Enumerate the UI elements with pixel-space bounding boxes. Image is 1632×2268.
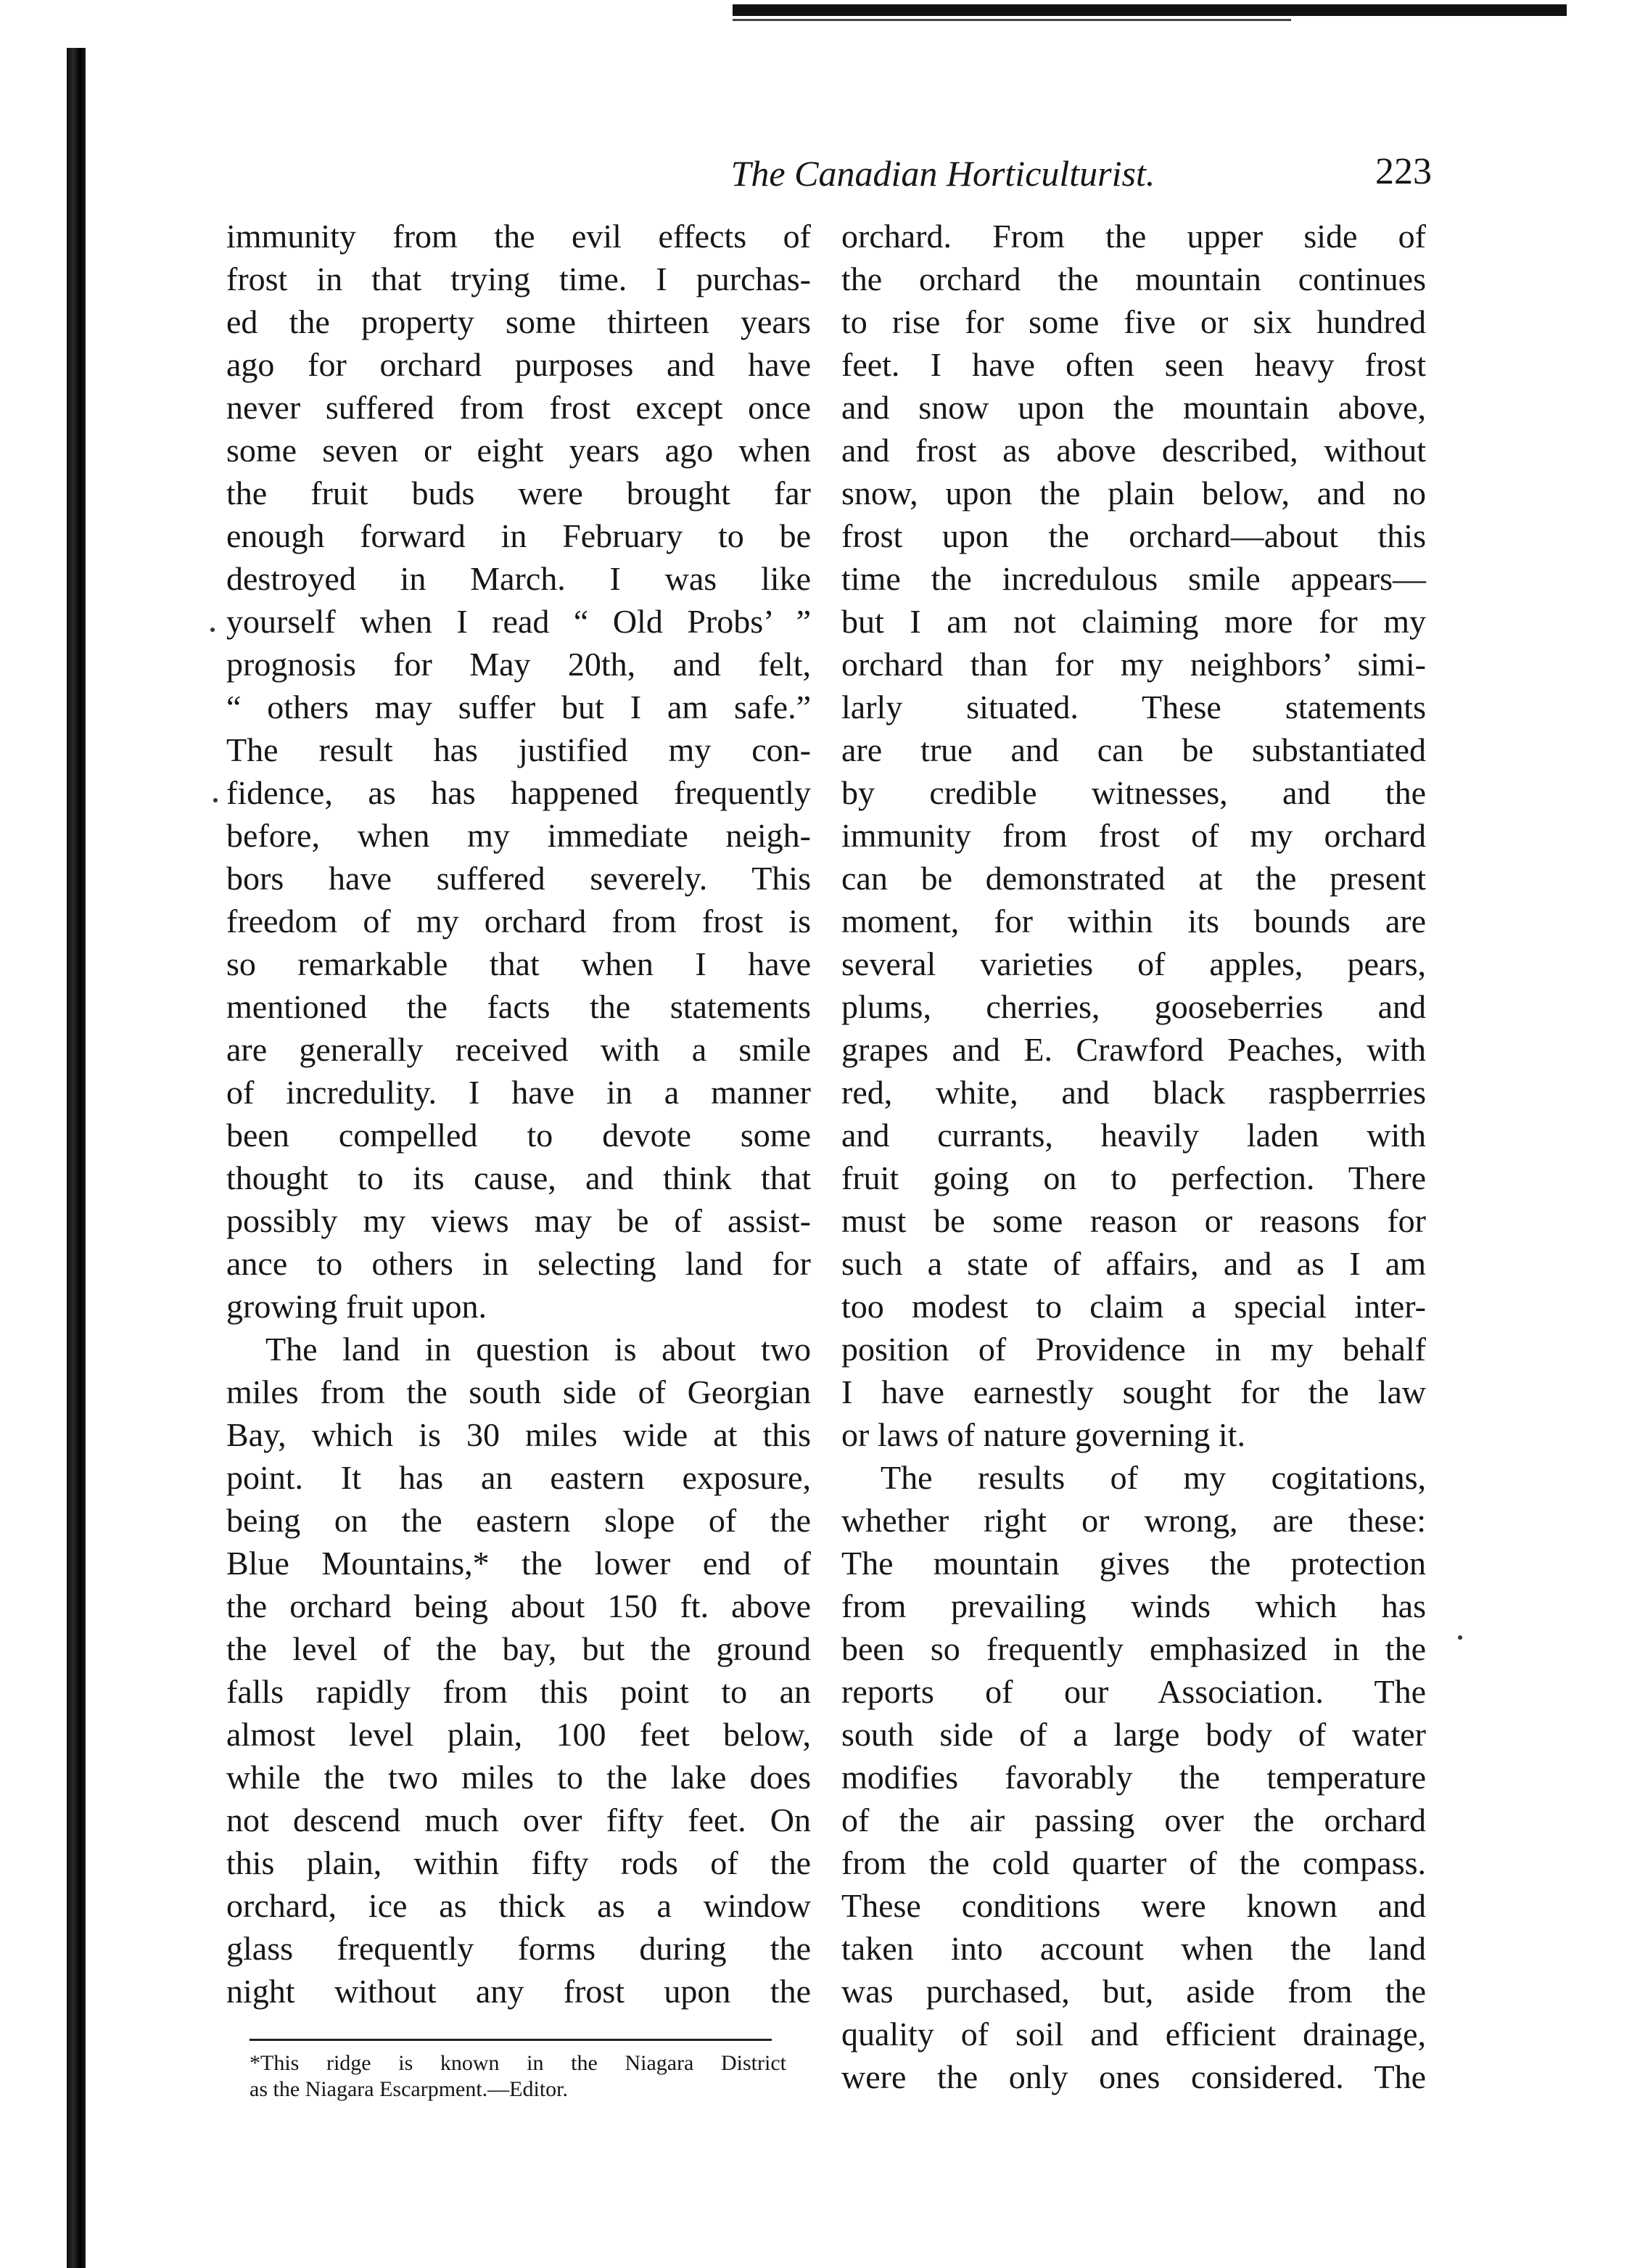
text-line: Bay, which is 30 miles wide at this — [226, 1416, 811, 1453]
text-line: from the cold quarter of the compass. — [841, 1844, 1426, 1881]
text-line: glass frequently forms during the — [226, 1930, 811, 1967]
text-line: to rise for some five or six hundred — [841, 303, 1426, 340]
text-line: freedom of my orchard from frost is — [226, 903, 811, 940]
text-line: reports of our Association. The — [841, 1673, 1426, 1710]
text-line: The mountain gives the protection — [841, 1545, 1426, 1582]
text-line: enough forward in February to be — [226, 517, 811, 554]
text-line: possibly my views may be of assist- — [226, 1202, 811, 1239]
text-line: orchard, ice as thick as a window — [226, 1887, 811, 1924]
text-line: almost level plain, 100 feet below, — [226, 1716, 811, 1753]
text-line: whether right or wrong, are these: — [841, 1502, 1426, 1539]
text-line: time the incredulous smile appears— — [841, 560, 1426, 597]
text-line: grapes and E. Crawford Peaches, with — [841, 1031, 1426, 1068]
footnote-rule — [250, 2039, 772, 2041]
text-line: of incredulity. I have in a manner — [226, 1074, 811, 1111]
text-line: this plain, within fifty rods of the — [226, 1844, 811, 1881]
text-line: being on the eastern slope of the — [226, 1502, 811, 1539]
text-line: was purchased, but, aside from the — [841, 1973, 1426, 2010]
text-line: The land in question is about two — [265, 1331, 811, 1368]
text-line: can be demonstrated at the present — [841, 860, 1426, 897]
text-line: plums, cherries, gooseberries and — [841, 988, 1426, 1025]
text-line: the fruit buds were brought far — [226, 474, 811, 511]
text-line: orchard than for my neighbors’ simi- — [841, 646, 1426, 683]
text-line: and frost as above described, without — [841, 432, 1426, 469]
text-line: or laws of nature governing it. — [841, 1416, 1245, 1453]
text-line: the orchard being about 150 ft. above — [226, 1587, 811, 1624]
text-line: several varieties of apples, pears, — [841, 945, 1426, 982]
text-line: night without any frost upon the — [226, 1973, 811, 2010]
text-line: so remarkable that when I have — [226, 945, 811, 982]
text-line: must be some reason or reasons for — [841, 1202, 1426, 1239]
text-line: not descend much over fifty feet. On — [226, 1801, 811, 1838]
text-line: from prevailing winds which has — [841, 1587, 1426, 1624]
text-line: such a state of affairs, and as I am — [841, 1245, 1426, 1282]
right-text-column — [841, 215, 1426, 2098]
text-line: the orchard the mountain continues — [841, 260, 1426, 297]
text-line: the level of the bay, but the ground — [226, 1630, 811, 1667]
text-line: been so frequently emphasized in the — [841, 1630, 1426, 1667]
text-line: of the air passing over the orchard — [841, 1801, 1426, 1838]
text-line: too modest to claim a special inter- — [841, 1288, 1426, 1325]
text-line: quality of soil and efficient drainage, — [841, 2016, 1426, 2053]
text-line: mentioned the facts the statements — [226, 988, 811, 1025]
text-line: miles from the south side of Georgian — [226, 1373, 811, 1410]
text-line: ago for orchard purposes and have — [226, 346, 811, 383]
text-line: frost upon the orchard—about this — [841, 517, 1426, 554]
top-border-thin-rule — [733, 19, 1291, 21]
footnote-line: *This ridge is known in the Niagara District — [250, 2051, 786, 2075]
text-line: never suffered from frost except once — [226, 389, 811, 426]
text-line: were the only ones considered. The — [841, 2058, 1426, 2095]
text-line: some seven or eight years ago when — [226, 432, 811, 469]
text-line: bors have suffered severely. This — [226, 860, 811, 897]
text-line: modifies favorably the temperature — [841, 1759, 1426, 1796]
text-line: thought to its cause, and think that — [226, 1159, 811, 1196]
text-line: been compelled to devote some — [226, 1117, 811, 1154]
text-line: point. It has an eastern exposure, — [226, 1459, 811, 1496]
text-line: moment, for within its bounds are — [841, 903, 1426, 940]
footnote — [250, 2050, 786, 2103]
text-line: red, white, and black raspberrries — [841, 1074, 1426, 1111]
text-line: and currants, heavily laden with — [841, 1117, 1426, 1154]
text-line: destroyed in March. I was like — [226, 560, 811, 597]
text-line: These conditions were known and — [841, 1887, 1426, 1924]
left-text-column — [226, 215, 811, 2013]
text-line: fruit going on to perfection. There — [841, 1159, 1426, 1196]
text-line: The result has justified my con- — [226, 731, 811, 768]
text-line: “ others may suffer but I am safe.” — [226, 689, 811, 726]
text-line: yourself when I read “ Old Probs’ ” — [226, 603, 811, 640]
text-line: prognosis for May 20th, and felt, — [226, 646, 811, 683]
text-line: by credible witnesses, and the — [841, 774, 1426, 811]
text-line: The results of my cogitations, — [881, 1459, 1426, 1496]
text-line: before, when my immediate neigh- — [226, 817, 811, 854]
text-line: ed the property some thirteen years — [226, 303, 811, 340]
margin-speck — [210, 628, 215, 632]
text-line: position of Providence in my behalf — [841, 1331, 1426, 1368]
text-line: immunity from the evil effects of — [226, 218, 811, 255]
margin-speck — [1458, 1635, 1462, 1640]
text-line: fidence, as has happened frequently — [226, 774, 811, 811]
text-line: are true and can be substantiated — [841, 731, 1426, 768]
text-line: feet. I have often seen heavy frost — [841, 346, 1426, 383]
text-line: ance to others in selecting land for — [226, 1245, 811, 1282]
text-line: south side of a large body of water — [841, 1716, 1426, 1753]
text-line: snow, upon the plain below, and no — [841, 474, 1426, 511]
margin-speck — [213, 798, 218, 802]
running-title: The Canadian Horticulturist. — [730, 153, 1155, 194]
text-line: growing fruit upon. — [226, 1288, 487, 1325]
text-line: taken into account when the land — [841, 1930, 1426, 1967]
text-line: I have earnestly sought for the law — [841, 1373, 1426, 1410]
footnote-line: as the Niagara Escarpment.—Editor. — [250, 2077, 569, 2101]
page-number: 223 — [1375, 151, 1432, 192]
text-line: Blue Mountains,* the lower end of — [226, 1545, 811, 1582]
text-line: orchard. From the upper side of — [841, 218, 1426, 255]
text-line: and snow upon the mountain above, — [841, 389, 1426, 426]
text-line: frost in that trying time. I purchas- — [226, 260, 811, 297]
text-line: falls rapidly from this point to an — [226, 1673, 811, 1710]
text-line: while the two miles to the lake does — [226, 1759, 811, 1796]
text-line: are generally received with a smile — [226, 1031, 811, 1068]
page-binding-edge — [67, 48, 86, 2268]
text-line: but I am not claiming more for my — [841, 603, 1426, 640]
text-line: immunity from frost of my orchard — [841, 817, 1426, 854]
top-border-rule — [733, 4, 1567, 16]
text-line: larly situated. These statements — [841, 689, 1426, 726]
